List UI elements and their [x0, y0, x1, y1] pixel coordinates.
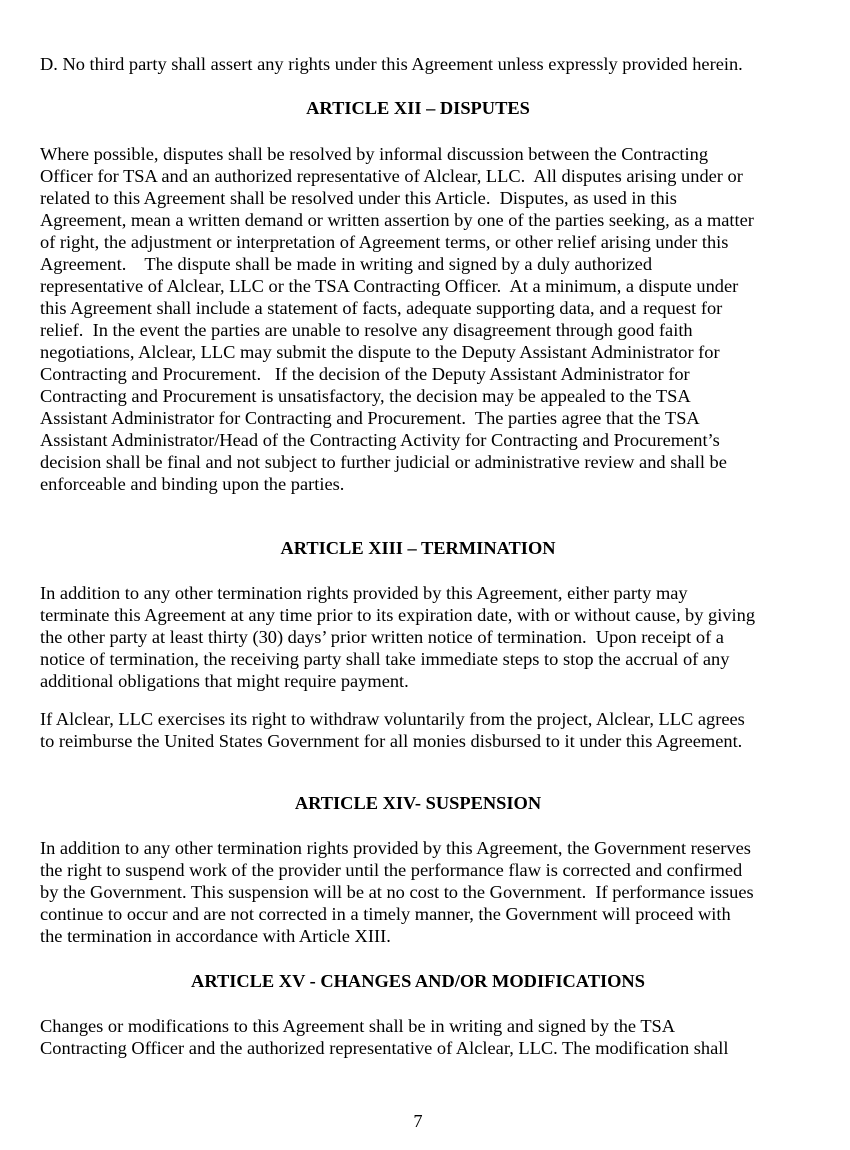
article-15-line: Contracting Officer and the authorized representative of Alclear, LLC. The modification shall: [40, 1038, 729, 1058]
article-12-line: of right, the adjustment or interpretation of Agreement terms, or other relief arising under this: [40, 232, 729, 252]
article-14-line: the termination in accordance with Article XIII.: [40, 926, 391, 946]
article-12-line: related to this Agreement shall be resolved under this Article. Disputes, as used in this: [40, 188, 677, 208]
article-15-line: Changes or modifications to this Agreement shall be in writing and signed by the TSA: [40, 1016, 676, 1036]
article-12-line: decision shall be final and not subject to further judicial or administrative review and shall be: [40, 452, 727, 472]
article-14-line: the right to suspend work of the provider until the performance flaw is corrected and confirmed: [40, 860, 743, 880]
page-number: 7: [413, 1111, 423, 1131]
article-12-line: negotiations, Alclear, LLC may submit the dispute to the Deputy Assistant Administrator for: [40, 342, 720, 362]
article-12-line: Agreement. The dispute shall be made in writing and signed by a duly authorized: [40, 254, 653, 274]
article-13-line: If Alclear, LLC exercises its right to withdraw voluntarily from the project, Alclear, LLC agrees: [40, 709, 745, 729]
article-13-line: notice of termination, the receiving party shall take immediate steps to stop the accrual of any: [40, 649, 730, 669]
article-12-line: Officer for TSA and an authorized representative of Alclear, LLC. All disputes arising under or: [40, 166, 743, 186]
intro-line: D. No third party shall assert any rights under this Agreement unless expressly provided herein.: [40, 54, 743, 74]
article-13-line: the other party at least thirty (30) days’ prior written notice of termination. Upon receipt of a: [40, 627, 724, 647]
article-13-line: In addition to any other termination rights provided by this Agreement, either party may: [40, 583, 688, 603]
article-13-line: additional obligations that might require payment.: [40, 671, 409, 691]
article-14-line: by the Government. This suspension will be at no cost to the Government. If performance issues: [40, 882, 754, 902]
article-14-line: In addition to any other termination rights provided by this Agreement, the Government reserves: [40, 838, 751, 858]
article-13-line: to reimburse the United States Government for all monies disbursed to it under this Agreement.: [40, 731, 743, 751]
article-12-line: this Agreement shall include a statement of facts, adequate supporting data, and a request for: [40, 298, 723, 318]
article-14-line: continue to occur and are not corrected in a timely manner, the Government will proceed with: [40, 904, 731, 924]
article-12-line: Agreement, mean a written demand or written assertion by one of the parties seeking, as a matter: [40, 210, 754, 230]
article-12-line: enforceable and binding upon the parties.: [40, 474, 345, 494]
article-12-line: Where possible, disputes shall be resolved by informal discussion between the Contracting: [40, 144, 709, 164]
article-13-heading: ARTICLE XIII – TERMINATION: [280, 538, 556, 558]
article-14-heading: ARTICLE XIV- SUSPENSION: [294, 793, 542, 813]
article-12-line: Contracting and Procurement. If the decision of the Deputy Assistant Administrator for: [40, 364, 690, 384]
article-15-heading: ARTICLE XV - CHANGES AND/OR MODIFICATIONS: [191, 971, 645, 991]
article-12-line: Assistant Administrator/Head of the Contracting Activity for Contracting and Procurement’s: [40, 430, 720, 450]
article-12-line: Assistant Administrator for Contracting and Procurement. The parties agree that the TSA: [40, 408, 700, 428]
article-12-line: Contracting and Procurement is unsatisfactory, the decision may be appealed to the TSA: [40, 386, 691, 406]
article-12-line: representative of Alclear, LLC or the TSA Contracting Officer. At a minimum, a dispute under: [40, 276, 739, 296]
article-12-line: relief. In the event the parties are unable to resolve any disagreement through good faith: [40, 320, 693, 340]
article-12-heading: ARTICLE XII – DISPUTES: [306, 98, 530, 118]
article-13-line: terminate this Agreement at any time prior to its expiration date, with or without cause, by giving: [40, 605, 756, 625]
